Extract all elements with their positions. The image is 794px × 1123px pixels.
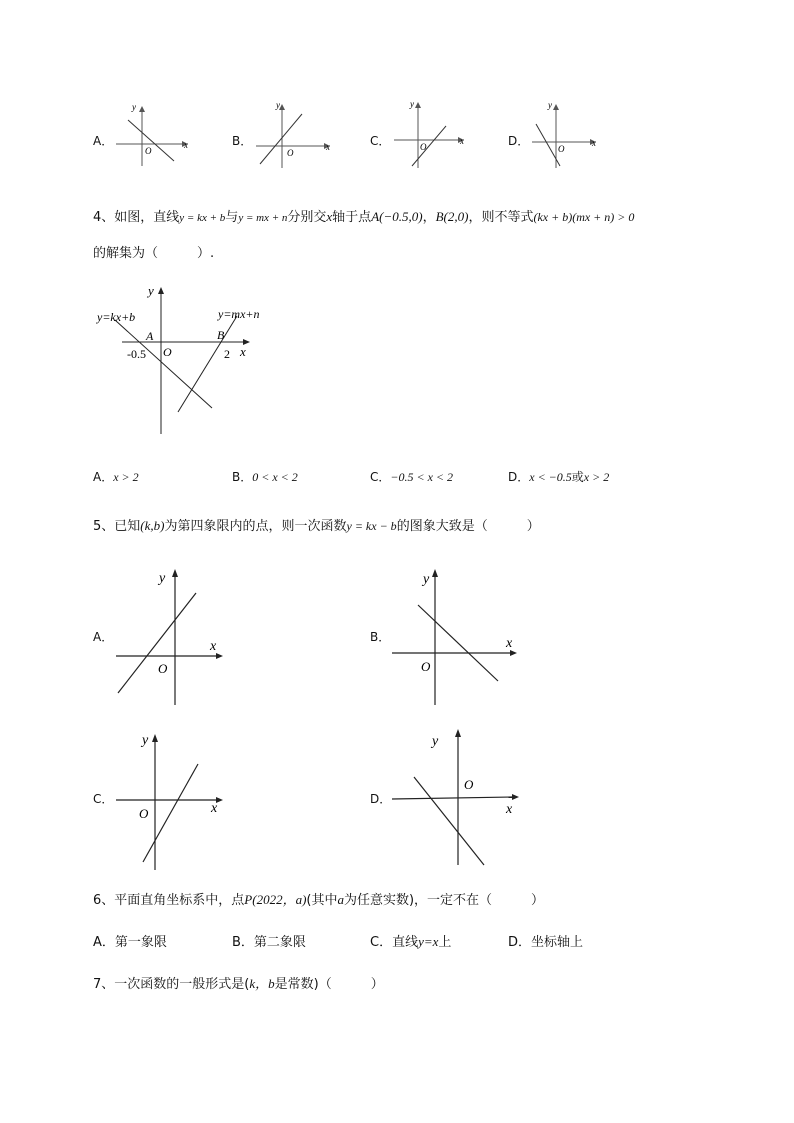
q5b-y-label: y [423, 572, 430, 587]
q6-option-c-text-b: 上 [438, 935, 452, 950]
q4-fig-y-label: y [148, 283, 154, 298]
q4-option-d-letter: D． [508, 470, 530, 484]
q4-fig-two: 2 [224, 347, 230, 361]
q5-graph-b [388, 563, 523, 708]
q4-option-d-text-a: x < −0.5 [529, 470, 572, 484]
q5b-x-label: x [506, 636, 513, 651]
q4-fig-line1-label: y=kx+b [97, 310, 136, 324]
q3d-x-label: x [592, 138, 596, 148]
q3d-y-label: y [548, 100, 552, 110]
q5a-y-label: y [159, 571, 166, 586]
q4-text-e: ，则不等式 [468, 210, 534, 225]
q7-stem [93, 973, 384, 992]
q6-option-c [370, 931, 451, 950]
q5c-origin: O [139, 806, 149, 821]
q4-point-a: A(−0.5,0) [371, 209, 423, 224]
q6-option-c-expr: y=x [418, 934, 439, 949]
q3-graph-d [528, 98, 608, 170]
q4-number: 4、 [93, 210, 115, 225]
q4-stem-line1 [93, 206, 634, 225]
q4-option-b [232, 468, 298, 485]
q3-option-b-letter: B． [232, 134, 253, 148]
q5-option-c-letter: C． [93, 792, 114, 806]
q4-option-d [508, 468, 609, 485]
q5-option-b-letter: B． [370, 630, 391, 644]
q5c-x-label: x [211, 801, 218, 816]
q4-point-b: B(2,0) [435, 209, 469, 224]
q5b-origin: O [421, 659, 431, 674]
q7-number: 7、 [93, 977, 115, 992]
q6-option-a-letter: A． [93, 935, 115, 950]
q4-figure [95, 282, 285, 437]
q4-text-d: 轴于点 [332, 210, 372, 225]
q6-text-a: 平面直角坐标系中，点 [114, 893, 245, 908]
q6-text-b: (其中 [306, 893, 338, 908]
q6-option-b-letter: B． [232, 935, 254, 950]
q4-fig-neg-half: -0.5 [127, 347, 146, 361]
q4-text-b: 与 [225, 210, 239, 225]
q3a-x-label: x [184, 140, 188, 150]
q3-graph-b [252, 100, 332, 170]
q3d-origin: O [558, 144, 565, 154]
q3a-y-label: y [132, 102, 136, 112]
q6-option-c-text-a: 直线 [392, 935, 419, 950]
q4-fig-origin: O [163, 345, 172, 359]
q3b-origin: O [287, 148, 294, 158]
q3-graph-a [112, 100, 192, 170]
q4-text-c: 分别交 [287, 210, 327, 225]
q3b-y-label: y [276, 100, 280, 110]
q5d-origin: O [464, 777, 474, 792]
q5d-x-label: x [506, 802, 513, 817]
q5-function: y = kx − b [346, 519, 397, 533]
q6-option-b-text: 第二象限 [253, 935, 306, 950]
q3-option-c-letter: C． [370, 134, 391, 148]
q5c-y-label: y [142, 733, 149, 748]
q6-option-b [232, 931, 306, 950]
q5-text-c: 的图象大致是（ ） [396, 519, 540, 534]
q4-option-b-text: 0 < x < 2 [252, 470, 298, 484]
q4-option-a [93, 468, 139, 485]
q7-vars: k，b [249, 976, 275, 991]
q4-sep: ， [422, 210, 436, 225]
q5d-y-label: y [432, 734, 439, 749]
q5-point: (k,b) [140, 518, 165, 533]
q5-option-d-letter: D． [370, 792, 392, 806]
q6-point: P(2022，a) [244, 892, 307, 907]
q4-option-d-text-b: x > 2 [583, 470, 610, 484]
q5-option-a-letter: A． [93, 630, 114, 644]
q5-number: 5、 [93, 519, 115, 534]
q4-fig-line2-label: y=mx+n [218, 307, 260, 321]
q5-graph-c [110, 728, 230, 873]
q6-option-a-text: 第一象限 [114, 935, 167, 950]
q4-stem-line2: 的解集为（ ）. [93, 246, 215, 261]
q4-text-a: 如图，直线 [114, 210, 180, 225]
q4-fig-x-label: x [240, 344, 246, 359]
q7-text-b: 是常数)（ ） [274, 977, 384, 992]
q7-text-a: 一次函数的一般形式是( [114, 977, 250, 992]
q4-inequality: (kx + b)(mx + n) > 0 [533, 210, 635, 224]
q3b-x-label: x [326, 142, 330, 152]
q5-text-a: 已知 [114, 519, 141, 534]
q3-graph-c [390, 98, 470, 170]
q4-fig-point-b: B [217, 328, 225, 342]
q3c-y-label: y [410, 99, 414, 109]
q6-option-c-letter: C． [370, 935, 393, 950]
q5-graph-a [110, 563, 230, 708]
q6-option-d-letter: D． [508, 935, 532, 950]
q3c-x-label: x [460, 136, 464, 146]
q4-expr2: y = mx + n [238, 212, 288, 224]
q3-option-d-letter: D． [508, 134, 530, 148]
q4-option-c-letter: C． [370, 470, 391, 484]
q4-option-a-letter: A． [93, 470, 114, 484]
q6-number: 6、 [93, 893, 115, 908]
q6-text-c: 为任意实数)，一定不在（ ） [343, 893, 545, 908]
q6-option-d [508, 931, 583, 950]
q6-stem [93, 889, 544, 908]
q6-option-a [93, 931, 167, 950]
q6-a-var: a [337, 892, 344, 907]
q5-graph-d [388, 725, 523, 870]
q4-option-a-text: x > 2 [113, 470, 139, 484]
q4-option-b-letter: B． [232, 470, 253, 484]
q3c-origin: O [420, 142, 427, 152]
q3-option-a-letter: A． [93, 134, 114, 148]
q4-option-d-or: 或 [571, 470, 584, 484]
q5a-x-label: x [210, 639, 217, 654]
q5-stem [93, 515, 540, 534]
q5-text-b: 为第四象限内的点，则一次函数 [164, 519, 347, 534]
q6-option-d-text: 坐标轴上 [531, 935, 584, 950]
q4-fig-point-a: A [146, 329, 154, 343]
q4-x-var: x [326, 209, 333, 224]
q4-option-c [370, 468, 453, 485]
q5a-origin: O [158, 661, 168, 676]
q4-expr1: y = kx + b [179, 212, 226, 224]
q3a-origin: O [145, 146, 152, 156]
q4-option-c-text: −0.5 < x < 2 [390, 470, 454, 484]
